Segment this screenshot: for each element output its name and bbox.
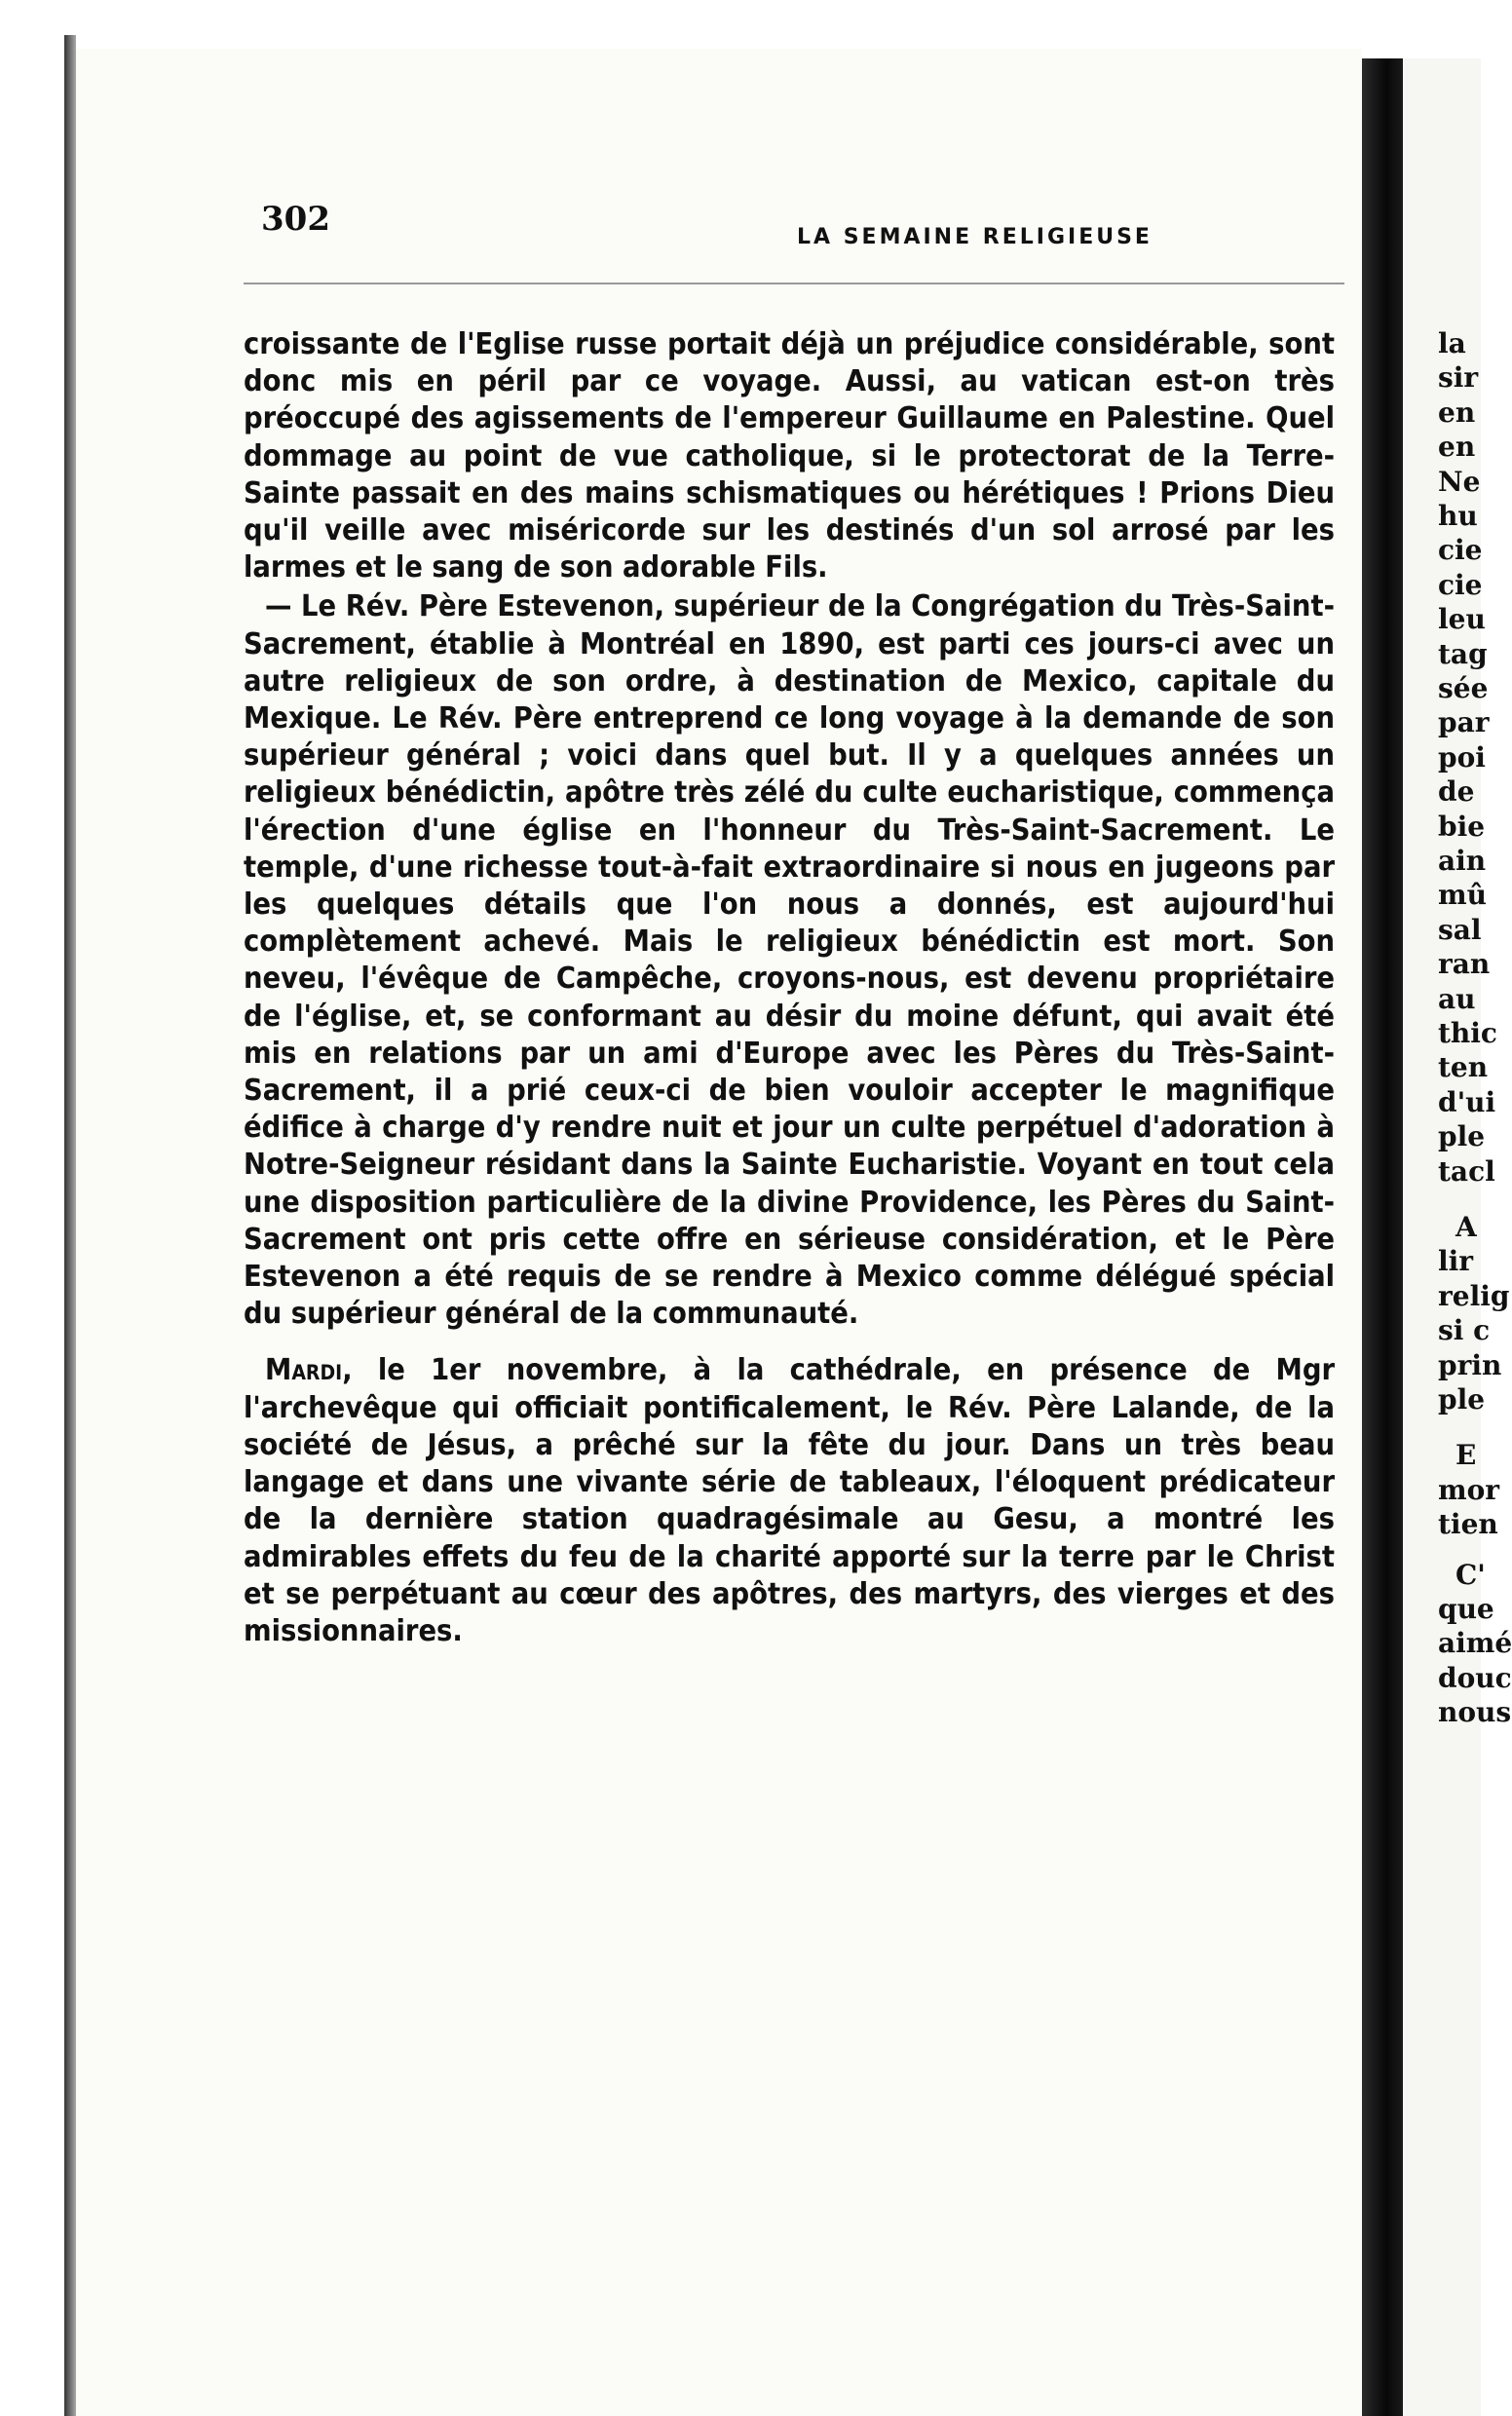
facing-page-word-fragment: ten	[1438, 1051, 1489, 1084]
facing-page-word-fragment: A	[1455, 1211, 1477, 1243]
facing-page-fragment	[1403, 58, 1512, 2416]
facing-page-word-fragment: au	[1438, 982, 1476, 1015]
page-edge-shadow	[64, 35, 76, 2416]
facing-page-word-fragment: ple	[1438, 1120, 1486, 1153]
facing-page-word-fragment: relig	[1438, 1279, 1510, 1312]
facing-page-word-fragment: par	[1438, 706, 1490, 739]
facing-page-word-fragment: nous	[1438, 1696, 1512, 1729]
header-rule	[244, 283, 1344, 284]
facing-page-word-fragment: bie	[1438, 810, 1486, 843]
facing-page-word-fragment: poi	[1438, 740, 1486, 774]
facing-page-word-fragment: aimé	[1438, 1627, 1512, 1660]
facing-page-word-fragment: E	[1455, 1439, 1477, 1472]
paragraph-3-text: , le 1er novembre, à la cathédrale, en présence de Mgr l'archevêque qui officiait pontificalement, le Rév. Père Lalande, de la société de Jésus, a prêché sur la fête du jour. Dans un très beau langage et dans une vivante série de tableaux, l'éloquent prédicateur de la dernière station quadragésimale au Gesu, a montré les admirables effets du feu de la charité apporté sur la terre par le Christ et se perpétuant au cœur des apôtres, des martyrs, des vierges et des missionnaires.	[244, 1353, 1335, 1648]
facing-page-word-fragment: d'ui	[1438, 1085, 1496, 1118]
paragraph-1: croissante de l'Eglise russe portait déjà un préjudice considérable, sont donc mis en péril par ce voyage. Aussi, au vatican est-on très préoccupé des agissements de l'empereur Guillaume en Palestine. Quel dommage au point de vue catholique, si le protectorat de la Terre-Sainte passait en des mains schismatiques ou hérétiques ! Prions Dieu qu'il veille avec miséricorde sur les destinés d'un sol arrosé par les larmes et le sang de son adorable Fils.	[244, 327, 1335, 585]
facing-page-word-fragment: ran	[1438, 948, 1491, 981]
facing-page-word-fragment: tag	[1438, 637, 1488, 670]
facing-page-word-fragment: la	[1438, 327, 1466, 359]
article-body	[244, 326, 1335, 1650]
paragraph-3-lead: Mardi	[265, 1353, 343, 1388]
facing-page-word-fragment: Ne	[1438, 465, 1481, 498]
facing-page-word-fragment: sir	[1438, 361, 1479, 395]
facing-page-word-fragment: en	[1438, 431, 1476, 464]
running-title: LA SEMAINE RELIGIEUSE	[797, 225, 1153, 249]
paragraph-2: — Le Rév. Père Estevenon, supérieur de la Congrégation du Très-Saint-Sacrement, établie à Montréal en 1890, est parti ces jours-ci avec un autre religieux de son ordre, à destination de Mexico, capitale du Mexique. Le Rév. Père entreprend ce long voyage à la demande de son supérieur général ; voici dans quel but. Il y a quelques années un religieux bénédictin, apôtre très zélé du culte eucharistique, commença l'érection d'une église en l'honneur du Très-Saint-Sacrement. Le temple, d'une richesse tout-à-fait extraordinaire si nous en jugeons par les quelques détails que l'on nous a donnés, est aujourd'hui complètement achevé. Mais le religieux bénédictin est mort. Son neveu, l'évêque de Campêche, croyons-nous, est devenu propriétaire de l'église, et, se conformant au désir du moine défunt, qui avait été mis en relations par un ami d'Europe avec les Pères du Très-Saint-Sacrement, il a prié ceux-ci de bien vouloir accepter le magnifique édifice à charge d'y rendre nuit et jour un culte perpétuel d'adoration à Notre-Seigneur résidant dans la Sainte Eucharistie. Voyant en tout cela une disposition particulière de la divine Providence, les Pères du Saint-Sacrement ont pris cette offre en sérieuse considération, et le Père Estevenon a été requis de se rendre à Mexico comme délégué spécial du supérieur général de la communauté.	[244, 589, 1335, 1332]
facing-page-word-fragment: lir	[1438, 1245, 1474, 1278]
page-number: 302	[261, 200, 330, 239]
scan-margin-left	[0, 0, 68, 2416]
facing-page-word-fragment: leu	[1438, 603, 1486, 636]
book-spine-gutter	[1362, 58, 1403, 2416]
facing-page-word-fragment: ain	[1438, 845, 1487, 877]
facing-page-word-fragment: thic	[1438, 1017, 1497, 1049]
facing-page-word-fragment: que	[1438, 1593, 1494, 1625]
facing-page-word-fragment: C'	[1455, 1558, 1486, 1591]
facing-page-word-fragment: prin	[1438, 1348, 1502, 1381]
facing-page-word-fragment: tacl	[1438, 1154, 1495, 1188]
facing-page-word-fragment: douc	[1438, 1661, 1512, 1694]
facing-page-word-fragment: mû	[1438, 879, 1487, 912]
facing-page-word-fragment: sée	[1438, 672, 1489, 704]
facing-page-word-fragment: en	[1438, 396, 1476, 429]
running-header	[183, 200, 1352, 258]
facing-page-word-fragment: si c	[1438, 1314, 1491, 1347]
facing-page-word-fragment: de	[1438, 775, 1475, 809]
facing-page-word-fragment: cie	[1438, 534, 1483, 567]
facing-page-word-fragment: mor	[1438, 1473, 1500, 1506]
facing-page-word-fragment: hu	[1438, 500, 1478, 532]
paragraph-3	[244, 1352, 1335, 1650]
facing-page-word-fragment: tien	[1438, 1508, 1498, 1541]
facing-page-word-fragment: sal	[1438, 913, 1482, 946]
facing-page-word-fragment: cie	[1438, 568, 1483, 601]
facing-page-word-fragment: ple	[1438, 1383, 1486, 1416]
